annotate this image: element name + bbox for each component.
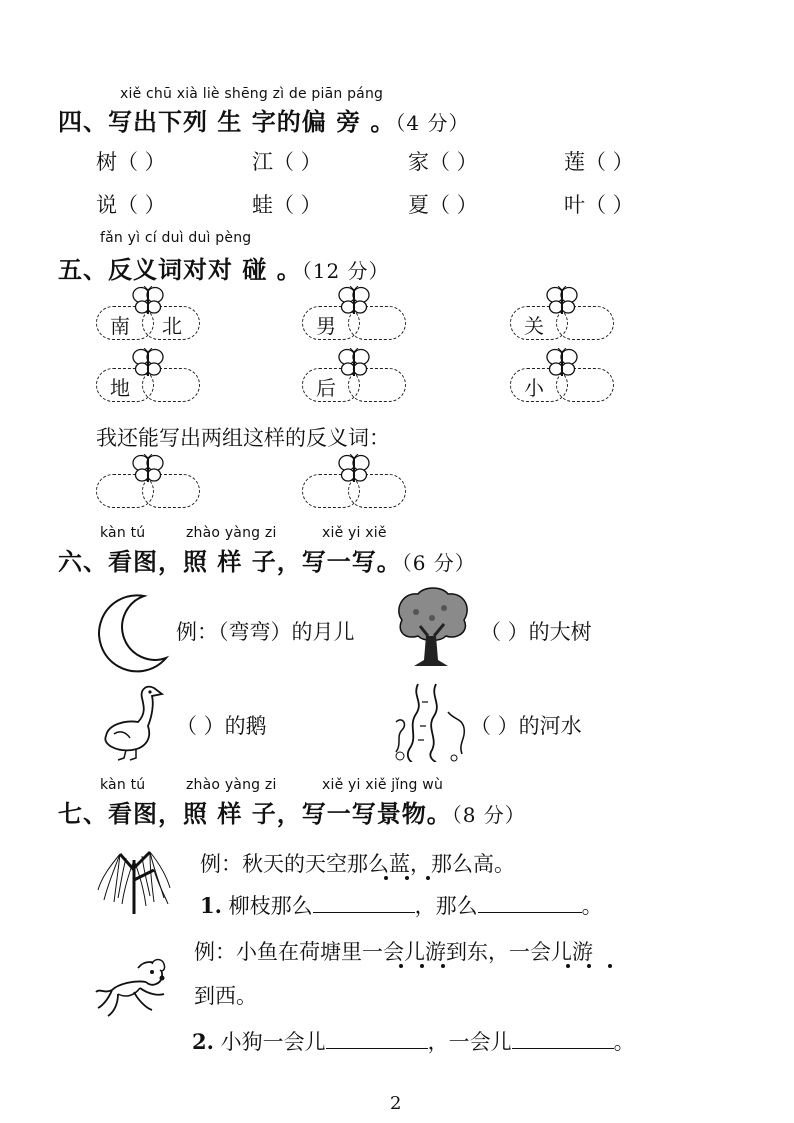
- tree-icon: [392, 586, 472, 670]
- antonym-pair-7: [96, 468, 200, 508]
- s4-title: 写出下列 生 字的偏 旁 。: [108, 108, 396, 136]
- s4-row1-item-1: 树（ ）: [96, 150, 166, 174]
- butterfly-icon: [546, 348, 578, 378]
- s5-number: 五、: [58, 256, 108, 284]
- butterfly-icon: [132, 454, 164, 484]
- emphasis-dot: [566, 964, 570, 968]
- emphasis-dot: [441, 964, 445, 968]
- emphasis-dot: [405, 876, 409, 880]
- s7-q2-text-b: ，一会儿: [427, 1030, 512, 1054]
- s7-q2-number: 2.: [192, 1029, 214, 1054]
- s4-row2-item-1: 说（ ）: [96, 193, 166, 217]
- emphasis-dot: [608, 964, 612, 968]
- s7-example-1: 例：秋天的天空那么蓝，那么高。: [200, 852, 515, 876]
- s7-question-2: [192, 1026, 635, 1056]
- s7-q1-text-a: 柳枝那么: [228, 894, 313, 918]
- s5-title: 反义词对对 碰 。: [108, 256, 302, 284]
- antonym-pair-4: [96, 362, 200, 402]
- page-number: 2: [390, 1093, 402, 1114]
- s5-heading: [58, 250, 390, 285]
- butterfly-icon: [132, 348, 164, 378]
- antonym-left-char: 男: [316, 314, 336, 338]
- s7-q1-number: 1.: [200, 893, 222, 918]
- s7-q2-end: 。: [613, 1030, 635, 1054]
- s7-example-2-line-2: 到西。: [194, 984, 257, 1008]
- s4-row1-item-2: 江（ ）: [252, 150, 322, 174]
- s7-example-2-line-1: 例：小鱼在荷塘里一会儿游到东，一会儿游: [194, 940, 593, 964]
- antonym-pair-1: [96, 300, 200, 340]
- antonym-pair-2: [302, 300, 406, 340]
- s6-pinyin-b: zhào yàng zi: [186, 525, 277, 541]
- emphasis-dot: [426, 876, 430, 880]
- emphasis-dot: [420, 964, 424, 968]
- antonym-left-char: 后: [316, 376, 336, 400]
- s7-number: 七、: [58, 800, 108, 828]
- s4-row2-item-3: 夏（ ）: [408, 193, 478, 217]
- s4-heading: [58, 102, 470, 137]
- butterfly-icon: [546, 286, 578, 316]
- s6-river-item: （ ）的河水: [470, 714, 582, 738]
- s6-pinyin-a: kàn tú: [100, 525, 146, 541]
- moon-icon: [92, 592, 172, 676]
- s6-pinyin-c: xiě yi xiě: [322, 525, 387, 541]
- emphasis-dot: [384, 876, 388, 880]
- s6-goose-item: （ ）的鹅: [176, 714, 267, 738]
- s7-question-1: [200, 890, 603, 920]
- s6-title: 看图，照 样 子，写一写。: [108, 548, 402, 576]
- s7-q1-blank-2[interactable]: [478, 911, 582, 913]
- butterfly-icon: [338, 454, 370, 484]
- antonym-pair-6: [510, 362, 614, 402]
- emphasis-dot: [587, 964, 591, 968]
- antonym-pair-3: [510, 300, 614, 340]
- s7-pinyin-c: xiě yi xiě jǐng wù: [322, 777, 444, 793]
- s4-score: （4 分）: [395, 111, 470, 135]
- antonym-left-char: 关: [524, 314, 544, 338]
- s7-title: 看图，照 样 子，写一写景物。: [108, 800, 452, 828]
- goose-icon: [96, 682, 168, 762]
- s7-q1-blank-1[interactable]: [313, 911, 415, 913]
- river-icon: [388, 682, 468, 762]
- s4-number: 四、: [58, 108, 108, 136]
- s7-q1-text-b: ，那么: [414, 894, 478, 918]
- antonym-pair-8: [302, 468, 406, 508]
- s6-heading: [58, 542, 476, 577]
- antonym-pair-5: [302, 362, 406, 402]
- s7-score: （8 分）: [451, 803, 526, 827]
- s7-q2-blank-2[interactable]: [512, 1047, 614, 1049]
- antonym-right-char: 北: [162, 314, 182, 338]
- s6-tree-item: （ ）的大树: [480, 620, 592, 644]
- butterfly-icon: [338, 348, 370, 378]
- s4-row1-item-3: 家（ ）: [408, 150, 478, 174]
- s5-score: （12 分）: [301, 259, 390, 283]
- puppy-icon: [94, 958, 170, 1020]
- s5-extra-prompt: 我还能写出两组这样的反义词：: [96, 426, 390, 450]
- emphasis-dot: [399, 964, 403, 968]
- antonym-left-char: 地: [110, 376, 130, 400]
- s4-row1-item-4: 莲（ ）: [564, 150, 634, 174]
- s6-number: 六、: [58, 548, 108, 576]
- antonym-left-char: 南: [110, 314, 130, 338]
- s6-score: （6 分）: [401, 551, 476, 575]
- s7-q2-text-a: 小狗一会儿: [220, 1030, 326, 1054]
- s7-q1-end: 。: [581, 894, 603, 918]
- antonym-left-char: 小: [524, 376, 544, 400]
- butterfly-icon: [338, 286, 370, 316]
- s7-pinyin-b: zhào yàng zi: [186, 777, 277, 793]
- s7-q2-blank-1[interactable]: [326, 1047, 428, 1049]
- s4-pinyin: xiě chū xià liè shēng zì de piān páng: [120, 86, 384, 102]
- s4-row2-item-4: 叶（ ）: [564, 193, 634, 217]
- s7-heading: [58, 794, 526, 829]
- s6-example: 例：（弯弯）的月儿: [176, 620, 355, 644]
- s7-pinyin-a: kàn tú: [100, 777, 146, 793]
- s4-row2-item-2: 蛙（ ）: [252, 193, 322, 217]
- willow-icon: [94, 840, 174, 916]
- s5-pinyin: fǎn yì cí duì duì pèng: [100, 230, 252, 246]
